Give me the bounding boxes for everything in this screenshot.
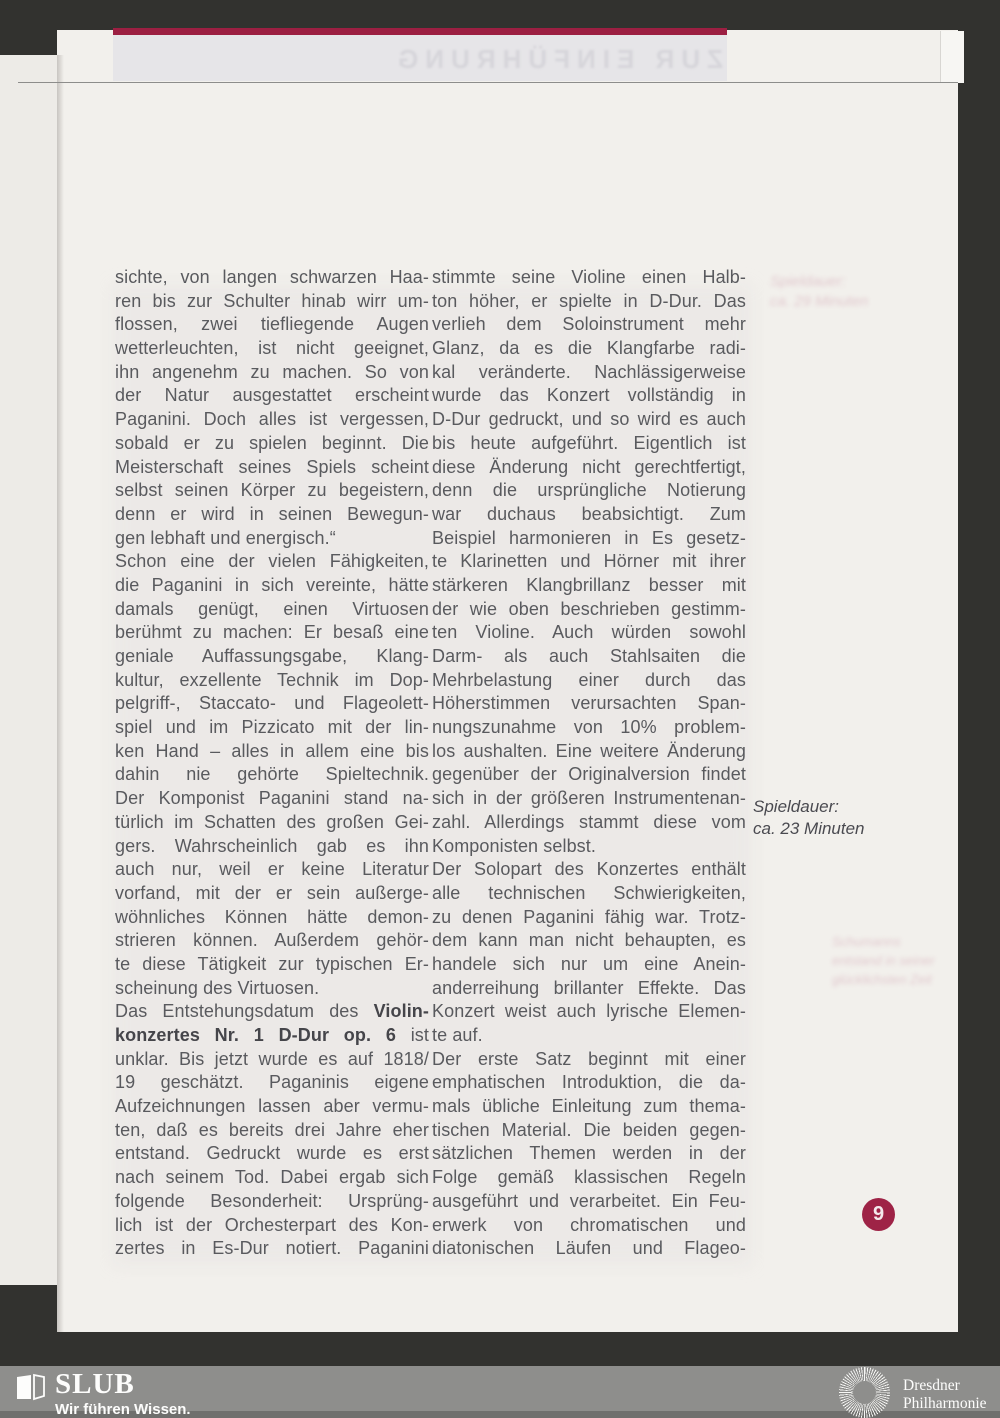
previous-page-edge (0, 55, 57, 1285)
text-line: gers. Wahrscheinlich gab es ihn (115, 835, 429, 856)
text-column-left (115, 266, 429, 1261)
text-line: unklar. Bis jetzt wurde es auf 1818/ (115, 1048, 429, 1069)
text-line: ausgeführt und verarbeitet. Ein Feu- (432, 1190, 746, 1211)
text-line: Aufzeichnungen lassen aber vermu- (115, 1096, 429, 1117)
text-line: zahl. Allerdings stammt diese vom (432, 811, 746, 832)
margin-note-line1: Spieldauer: (753, 797, 840, 816)
text-line: sich in der größeren Instrumentenan- (432, 788, 746, 809)
text-line: scheinung des Virtuosen. (115, 977, 320, 998)
text-line: geniale Auffassungsgabe, Klang- (115, 646, 429, 666)
text-line: sobald er zu spielen beginnt. Die (115, 432, 429, 453)
text-line: handele sich nur um eine Anein- (432, 953, 746, 974)
text-line: vorfand, mit der er sein außerge- (115, 882, 429, 903)
text-line: berühmt zu machen: Er besaß eine (115, 622, 429, 643)
text-line: ihn angenehm zu machen. So von (115, 361, 429, 382)
text-line: 19 geschätzt. Paganinis eigene (115, 1072, 429, 1093)
text-line: Konzert weist auch lyrische Elemen- (432, 1001, 746, 1022)
text-line: anderreihung brillanter Effekte. Das (432, 977, 746, 998)
text-line: ren bis zur Schulter hinab wirr um- (115, 290, 429, 311)
text-line: folgende Besonderheit: Ursprüng- (115, 1190, 429, 1211)
text-line: der wie oben beschrieben gestimm- (432, 598, 746, 619)
text-line: sichte, von langen schwarzen Haa- (115, 267, 429, 287)
text-line: los aushalten. Eine weitere Änderung (432, 740, 746, 761)
text-line: Der Komponist Paganini stand na- (115, 788, 429, 809)
text-line: D-Dur gedruckt, und so wird es auch (432, 409, 746, 430)
text-line: Schon eine der vielen Fähigkeiten, (115, 551, 429, 572)
text-line: gegenüber der Originalversion findet (432, 764, 746, 785)
text-line: tischen Material. Die beiden gegen- (432, 1119, 746, 1140)
text-line: Höherstimmen verursachten Span- (432, 693, 746, 714)
text-line: konzertes Nr. 1 D-Dur op. 6 ist (115, 1025, 429, 1045)
ghost-text-top-right (770, 272, 868, 312)
text-line: stimmte seine Violine einen Halb- (432, 267, 746, 287)
text-line: ten, daß es bereits drei Jahre eher (115, 1119, 429, 1140)
philharmonie-sunburst-icon (839, 1367, 890, 1418)
text-line: emphatischen Introduktion, die da- (432, 1072, 746, 1093)
text-line: ken Hand – alles in allem eine bis (115, 740, 429, 761)
text-line: Folge gemäß klassischen Regeln (432, 1167, 746, 1188)
text-line: Mehrbelastung einer durch das (432, 669, 746, 690)
text-line: te diese Tätigkeit zur typischen Er- (115, 953, 429, 974)
header-red-strip (113, 28, 727, 35)
text-line: türlich im Schatten des großen Gei- (115, 811, 429, 832)
text-line: wöhnliches Können hätte demon- (115, 906, 429, 927)
text-line: erwerk von chromatischen und (432, 1214, 746, 1235)
text-line: dahin nie gehörte Spieltechnik. (115, 764, 429, 785)
text-line: der Natur ausgestattet erscheint (115, 385, 429, 406)
text-line: stärkeren Klangbrillanz besser mit (432, 574, 746, 595)
text-line: Der erste Satz beginnt mit einer (432, 1048, 746, 1069)
text-line: bis heute aufgeführt. Eigentlich ist (432, 432, 746, 453)
text-line: Komponisten selbst. (432, 835, 596, 856)
mirrored-header-title: ZUR EINFÜHRUNG (391, 44, 723, 74)
text-line: alle technischen Schwierigkeiten, (432, 882, 746, 903)
text-line: Glanz, da es die Klangfarbe radi- (432, 338, 746, 359)
text-line: wurde das Konzert vollständig in (432, 385, 746, 406)
text-line: auch nur, weil er keine Literatur (115, 859, 429, 880)
text-line: Der Solopart des Konzertes enthält (432, 859, 746, 880)
text-line: ten Violine. Auch würden sowohl (432, 622, 746, 643)
binding-fold-shadow (57, 55, 64, 1332)
text-line: flossen, zwei tiefliegende Augen (115, 314, 429, 335)
text-line: diese Änderung nicht gerechtfertigt, (432, 456, 746, 477)
slub-tagline: Wir führen Wissen. (55, 1401, 191, 1418)
text-line: Darm- als auch Stahlsaiten die (432, 646, 746, 666)
text-line: damals genügt, einen Virtuosen (115, 598, 429, 619)
text-line: nungszunahme von 10% problem- (432, 717, 746, 738)
text-line: entstand. Gedruckt wurde es erst (115, 1143, 429, 1164)
philharmonie-wordmark (903, 1377, 987, 1413)
sunburst-hole (855, 1383, 874, 1402)
text-line: nach seinem Tod. Dabei ergab sich (115, 1167, 429, 1188)
footer-bar (0, 1366, 1000, 1418)
text-line: verlieh dem Soloinstrument mehr (432, 314, 746, 335)
ghost-line: Spieldauer: (770, 273, 846, 290)
text-line: selbst seinen Körper zu begeistern, (115, 480, 429, 501)
ghost-text-right-margin (832, 932, 935, 989)
text-line: gen lebhaft und energisch.“ (115, 527, 336, 548)
text-line: Paganini. Doch alles ist vergessen, (115, 409, 429, 430)
page-corner-sheets (940, 31, 964, 83)
text-line: lich ist der Orchesterpart des Kon- (115, 1214, 429, 1235)
text-line: die Paganini in sich vereinte, hätte (115, 574, 429, 595)
text-line: mals übliche Einleitung zum thema- (432, 1096, 746, 1117)
philharmonie-line1: Dresdner (903, 1377, 960, 1394)
text-column-right (432, 266, 746, 1261)
ghost-line: Schumanns (832, 934, 901, 949)
text-line: dem kann man nicht behaupten, es (432, 930, 746, 951)
text-line: zertes in Es-Dur notiert. Paganini (115, 1238, 429, 1259)
text-line: Das Entstehungsdatum des Violin- (115, 1001, 429, 1022)
text-line: spiel und im Pizzicato mit der lin- (115, 717, 429, 738)
text-line: Meisterschaft seines Spiels scheint (115, 456, 429, 477)
text-line: sätzlichen Themen werden in der (432, 1143, 746, 1164)
margin-note-line2: ca. 23 Minuten (753, 818, 865, 838)
text-line: te auf. (432, 1025, 483, 1045)
slub-book-icon (15, 1372, 47, 1407)
text-line: kultur, exzellente Technik im Dop- (115, 669, 429, 690)
text-line: diatonischen Läufen und Flageo- (432, 1238, 746, 1259)
margin-note-duration (753, 796, 865, 839)
text-line: ton höher, er spielte in D-Dur. Das (432, 290, 746, 311)
text-line: war duchaus beabsichtigt. Zum (432, 503, 746, 524)
text-line: Beispiel harmonieren in Es gesetz- (432, 527, 746, 548)
ghost-line: ca. 29 Minuten (770, 293, 869, 310)
text-line: pelgriff-, Staccato- und Flageolett- (115, 693, 429, 714)
ghost-line: glücklichsten Zeit (832, 972, 932, 987)
text-line: kal veränderte. Nachlässigerweise (432, 361, 746, 382)
text-line: strieren können. Außerdem gehör- (115, 930, 429, 951)
slub-wordmark: SLUB (55, 1368, 135, 1400)
text-line: wetterleuchten, ist nicht geeignet, (115, 338, 429, 359)
philharmonie-line2: Philharmonie (903, 1395, 987, 1412)
text-line: zu denen Paganini fähig war. Trotz- (432, 906, 746, 927)
text-line: denn er wird in seinen Bewegun- (115, 503, 429, 524)
text-line: te Klarinetten und Hörner mit ihrer (432, 551, 746, 572)
text-line: denn die ursprüngliche Notierung (432, 480, 746, 501)
ghost-line: entstand in seiner (832, 953, 935, 968)
page-number-badge: 9 (862, 1198, 895, 1231)
header-rule-line (18, 82, 958, 83)
